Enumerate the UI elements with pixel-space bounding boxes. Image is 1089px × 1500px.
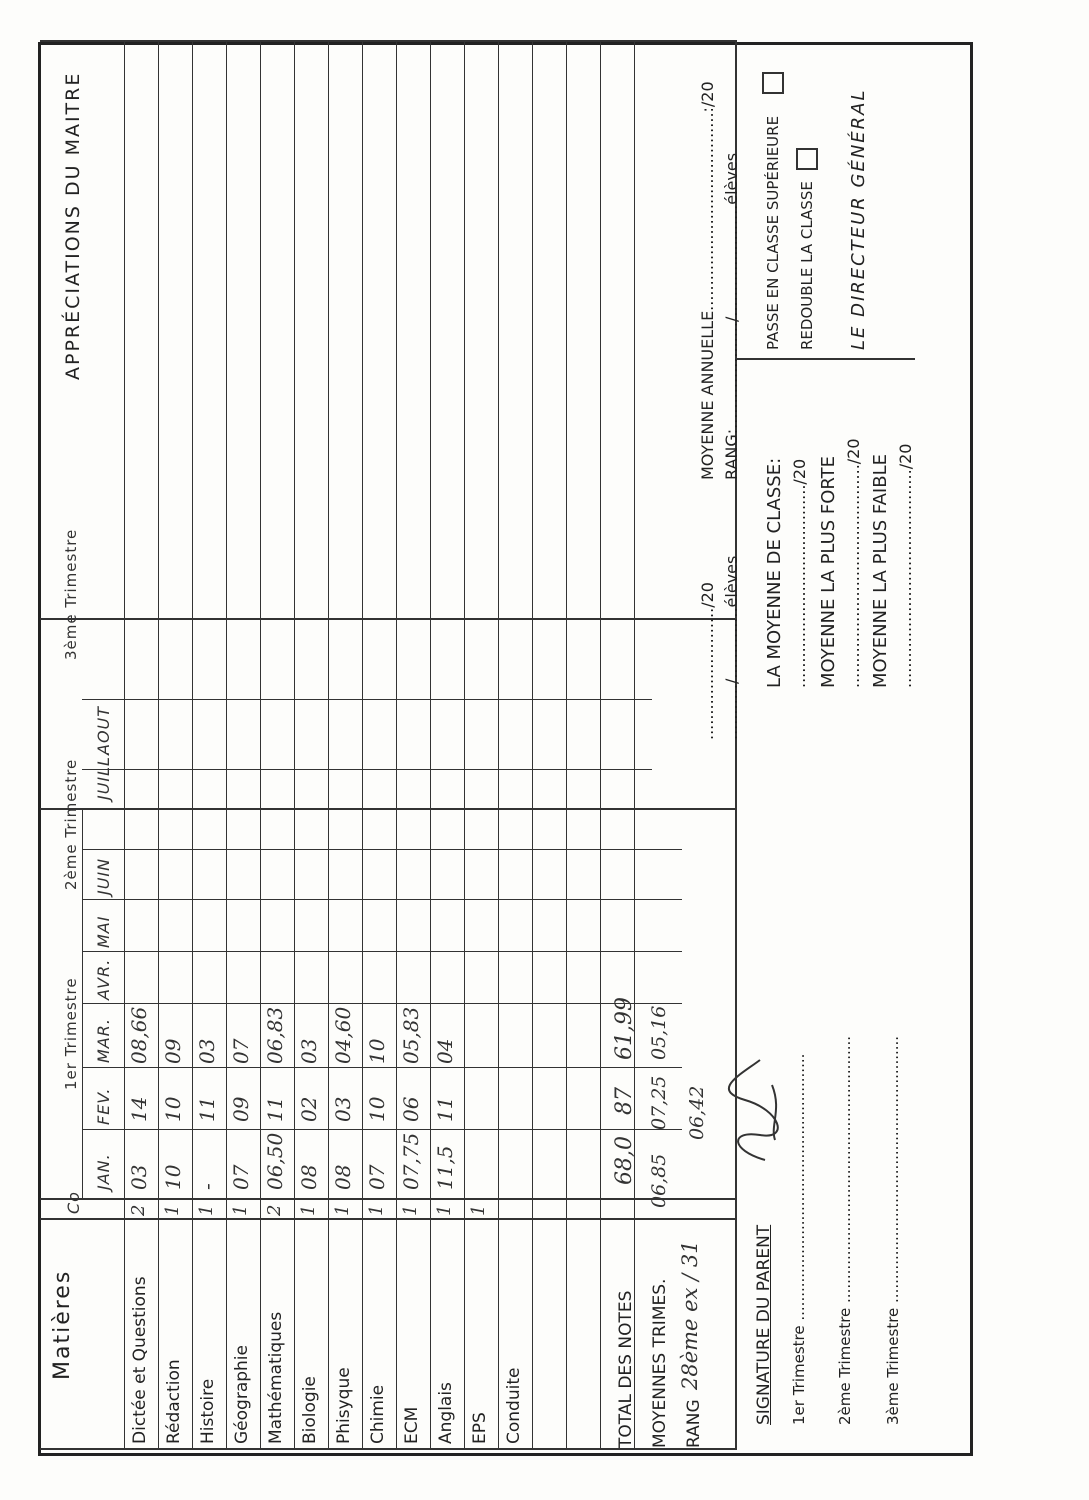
month-col-line-0 (82, 1129, 682, 1130)
grade-fev: 10 (161, 1096, 185, 1122)
subject-name: Rédaction (164, 1359, 184, 1444)
passe-checkbox[interactable] (762, 72, 784, 94)
grade-mar: 05,83 (399, 1006, 423, 1064)
subject-name: Conduite (504, 1367, 524, 1444)
moyennes-label: MOYENNES TRIMES. (650, 1278, 670, 1448)
grade-fev: 11 (433, 1096, 457, 1122)
row-line-13 (566, 40, 567, 1450)
row-line-6 (328, 40, 329, 1450)
appreciation-left (40, 618, 700, 620)
month-col-line-5 (82, 849, 682, 850)
grade-fev: 10 (365, 1096, 389, 1122)
row-line-7 (362, 40, 363, 1450)
row-line-5 (294, 40, 295, 1450)
rang-annuel: RANG:...................../......................élèves (722, 152, 741, 480)
note-trimestre3: ........................../20 (698, 582, 717, 740)
rang-value: 28ème ex / 31 (678, 1240, 702, 1390)
grade-fev: 03 (331, 1096, 355, 1122)
signature-t3: 3ème Trimestre ........................................................ (884, 1035, 902, 1425)
plus-forte-label: MOYENNE LA PLUS FORTE (818, 456, 839, 688)
table-left-border (40, 1448, 735, 1450)
rang-label: RANG (684, 1399, 704, 1448)
redouble-checkbox[interactable] (796, 148, 818, 170)
subject-coeff: 1 (434, 1204, 455, 1216)
appreciations-header: APPRÉCIATIONS DU MAITRE (62, 71, 84, 380)
signature-t1: 1er Trimestre ........................................................ (790, 1053, 808, 1425)
grade-mar: 09 (161, 1038, 185, 1064)
subject-name: EPS (470, 1412, 490, 1444)
month-col-line-1 (82, 1067, 682, 1068)
grade-mar: 06,83 (263, 1006, 287, 1064)
month-7: AOUT (94, 705, 113, 755)
row-line-12 (532, 40, 533, 1450)
trimestre-divider (82, 810, 83, 1200)
row-line-10 (464, 40, 465, 1450)
subject-name: Anglais (436, 1382, 456, 1444)
subject-name: ECM (402, 1406, 422, 1444)
month-6: JUILL. (94, 749, 113, 800)
total-fev: 87 (612, 1087, 637, 1115)
coeff-header: Co (64, 1191, 83, 1214)
month-col-line-3 (82, 951, 682, 952)
subject-name: Géographie (232, 1345, 252, 1444)
row-line-11 (498, 40, 499, 1450)
grade-mar: 07 (229, 1038, 253, 1064)
plus-forte-dots: ............................................/20 (844, 438, 863, 688)
subject-coeff: 1 (400, 1204, 421, 1216)
rang-trimestre: 06,42 (686, 1085, 708, 1140)
moy-fev: 07,25 (648, 1075, 670, 1130)
grade-jan: 07 (229, 1164, 253, 1190)
grade-jan: 06,50 (263, 1132, 287, 1190)
signature-title: SIGNATURE DU PARENT (754, 1224, 774, 1425)
total-label: TOTAL DES NOTES (616, 1290, 636, 1448)
plus-faible-label: MOYENNE LA PLUS FAIBLE (870, 454, 891, 688)
grade-mar: 04 (433, 1038, 457, 1064)
redouble-label: REDOUBLE LA CLASSE (798, 181, 816, 350)
grade-jan: 10 (161, 1164, 185, 1190)
plus-faible-dots: .........................................../20 (896, 443, 915, 688)
eleves-trimestre3: .........../..............élèves (722, 555, 741, 740)
trimestre3-header: 3ème Trimestre (62, 528, 80, 660)
signature-t2: 2ème Trimestre ........................................................ (836, 1035, 854, 1425)
grade-mar: 03 (195, 1038, 219, 1064)
subject-name: Mathématiques (266, 1311, 286, 1444)
appreciation-right (40, 40, 735, 42)
month-2: MAR. (94, 1018, 113, 1063)
row-line-9 (430, 40, 431, 1450)
passe-label: PASSE EN CLASSE SUPÉRIEURE (764, 115, 782, 350)
moyenne-annuelle: MOYENNE ANNUELLE.......................................:/20 (698, 81, 717, 480)
grade-jan: 03 (127, 1164, 151, 1190)
trimestre1-header: 1er Trimestre (62, 977, 80, 1090)
grade-mar: 08,66 (127, 1006, 151, 1064)
parent-signature (720, 1050, 790, 1170)
month-0: JAN. (94, 1153, 113, 1190)
subject-coeff: 1 (332, 1204, 353, 1216)
subject-coeff: 2 (128, 1204, 149, 1216)
grade-jan: 08 (297, 1164, 321, 1190)
subject-coeff: 1 (162, 1204, 183, 1216)
subject-coeff: 2 (264, 1204, 285, 1216)
report-card-frame (38, 42, 973, 1456)
grade-fev: 11 (263, 1096, 287, 1122)
grade-jan: - (195, 1183, 219, 1190)
directeur-label: LE DIRECTEUR GÉNÉRAL (848, 88, 869, 350)
grade-fev: 14 (127, 1096, 151, 1122)
grade-jan: 08 (331, 1164, 355, 1190)
moyenne-classe-dots: ......................................../20 (790, 458, 809, 688)
month-col-line-2 (82, 1003, 682, 1004)
month-3: AVR. (94, 958, 113, 1000)
total-mar: 61,99 (612, 997, 637, 1060)
matieres-header: Matières (50, 1269, 75, 1380)
month-5: JUIN (94, 857, 113, 895)
row-line-15 (634, 40, 635, 1450)
table-right-border (40, 808, 735, 810)
grade-mar: 03 (297, 1038, 321, 1064)
subject-name: Biologie (300, 1376, 320, 1444)
month-4: MAI (94, 915, 113, 948)
subject-coeff: 1 (468, 1204, 489, 1216)
moy-jan: 06,85 (648, 1153, 670, 1208)
row-line-8 (396, 40, 397, 1450)
month-col-line-4 (82, 899, 682, 900)
row-line-1 (158, 40, 159, 1450)
grade-jan: 07,75 (399, 1132, 423, 1190)
grade-jan: 07 (365, 1164, 389, 1190)
row-line-2 (192, 40, 193, 1450)
subject-coeff: 1 (230, 1204, 251, 1216)
subject-coeff: 1 (298, 1204, 319, 1216)
subject-name: Chimie (368, 1384, 388, 1444)
total-jan: 68,0 (612, 1136, 637, 1185)
grade-mar: 10 (365, 1038, 389, 1064)
coeff-divider (40, 1218, 735, 1220)
row-line-3 (226, 40, 227, 1450)
trimestre2-header: 2ème Trimestre (62, 758, 80, 890)
grade-fev: 06 (399, 1096, 423, 1122)
grade-fev: 02 (297, 1096, 321, 1122)
grade-fev: 09 (229, 1096, 253, 1122)
decision-divider (735, 358, 915, 360)
col-jan-left (40, 1198, 735, 1200)
grade-jan: 11,5 (433, 1145, 457, 1190)
row-line-0 (124, 40, 125, 1450)
subject-name: Dictée et Questions (130, 1276, 150, 1444)
moy-mar: 05,16 (648, 1005, 670, 1060)
subject-name: Histoire (198, 1378, 218, 1444)
row-line-4 (260, 40, 261, 1450)
row-line-14 (600, 40, 601, 1450)
month-1: FEV. (94, 1087, 113, 1125)
moyenne-classe-label: LA MOYENNE DE CLASSE: (764, 457, 785, 688)
grade-fev: 11 (195, 1096, 219, 1122)
subject-coeff: 1 (366, 1204, 387, 1216)
grade-mar: 04,60 (331, 1006, 355, 1064)
subject-name: Phisyque (334, 1367, 354, 1444)
subject-coeff: 1 (196, 1204, 217, 1216)
